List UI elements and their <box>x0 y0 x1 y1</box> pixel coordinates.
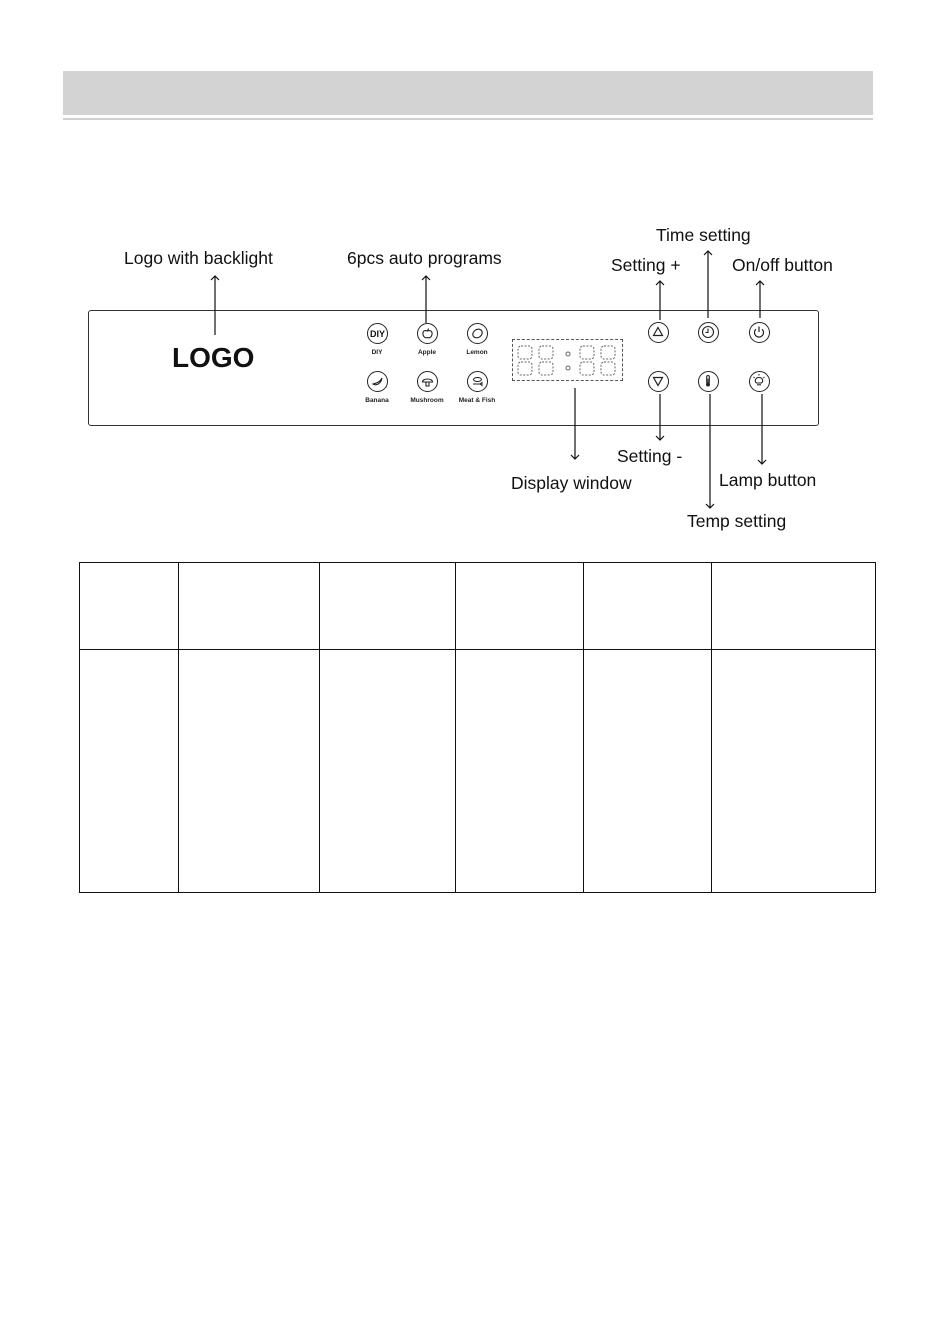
table-cell <box>456 650 584 893</box>
table-row <box>80 650 876 893</box>
thermometer-icon <box>699 372 717 390</box>
program-meat-fish-button[interactable] <box>467 371 488 392</box>
callout-onoff-button: On/off button <box>732 255 833 275</box>
callout-auto-programs: 6pcs auto programs <box>347 248 502 268</box>
table-cell <box>320 650 456 893</box>
program-label-apple: Apple <box>417 349 437 356</box>
diy-icon: DIY <box>369 328 385 339</box>
table-cell <box>320 563 456 650</box>
callout-lamp-button: Lamp button <box>719 470 817 490</box>
program-banana-button[interactable] <box>367 371 388 392</box>
callout-setting-minus: Setting - <box>617 446 683 466</box>
table-cell <box>80 563 179 650</box>
display-window <box>512 339 623 381</box>
table-cell <box>712 650 876 893</box>
program-diy-button[interactable] <box>367 323 388 344</box>
lemon-icon <box>471 327 484 340</box>
callout-display-window: Display window <box>511 473 632 493</box>
table-row <box>80 563 876 650</box>
program-apple-button[interactable] <box>417 323 438 344</box>
temp-setting-button[interactable] <box>698 371 719 392</box>
banana-icon <box>371 375 384 388</box>
callout-temp-setting: Temp setting <box>687 511 787 531</box>
setting-plus-button[interactable] <box>648 322 669 343</box>
apple-icon <box>421 327 434 340</box>
triangle-down-icon <box>649 372 667 390</box>
lamp-icon <box>750 372 768 390</box>
callout-time-setting: Time setting <box>656 225 751 245</box>
clock-icon <box>699 323 717 341</box>
table-cell <box>456 563 584 650</box>
table-cell <box>584 563 712 650</box>
table-cell <box>584 650 712 893</box>
mushroom-icon <box>421 375 434 388</box>
power-icon <box>750 323 768 341</box>
table-cell <box>80 650 179 893</box>
callout-setting-plus: Setting + <box>611 255 681 275</box>
program-lemon-button[interactable] <box>467 323 488 344</box>
table-cell <box>179 650 320 893</box>
time-setting-button[interactable] <box>698 322 719 343</box>
callout-logo-backlight: Logo with backlight <box>124 248 273 268</box>
program-label-diy: DIY <box>371 349 383 356</box>
table-cell <box>712 563 876 650</box>
program-label-banana: Banana <box>365 397 389 404</box>
program-label-mushroom: Mushroom <box>410 397 444 404</box>
lamp-button[interactable] <box>749 371 770 392</box>
setting-minus-button[interactable] <box>648 371 669 392</box>
spec-table <box>79 562 876 893</box>
onoff-button[interactable] <box>749 322 770 343</box>
triangle-up-icon <box>649 323 667 341</box>
panel-logo: LOGO <box>172 342 255 373</box>
table-cell <box>179 563 320 650</box>
program-label-meat-fish: Meat & Fish <box>458 397 496 404</box>
program-mushroom-button[interactable] <box>417 371 438 392</box>
meat-fish-icon <box>471 375 484 388</box>
program-label-lemon: Lemon <box>466 349 488 356</box>
